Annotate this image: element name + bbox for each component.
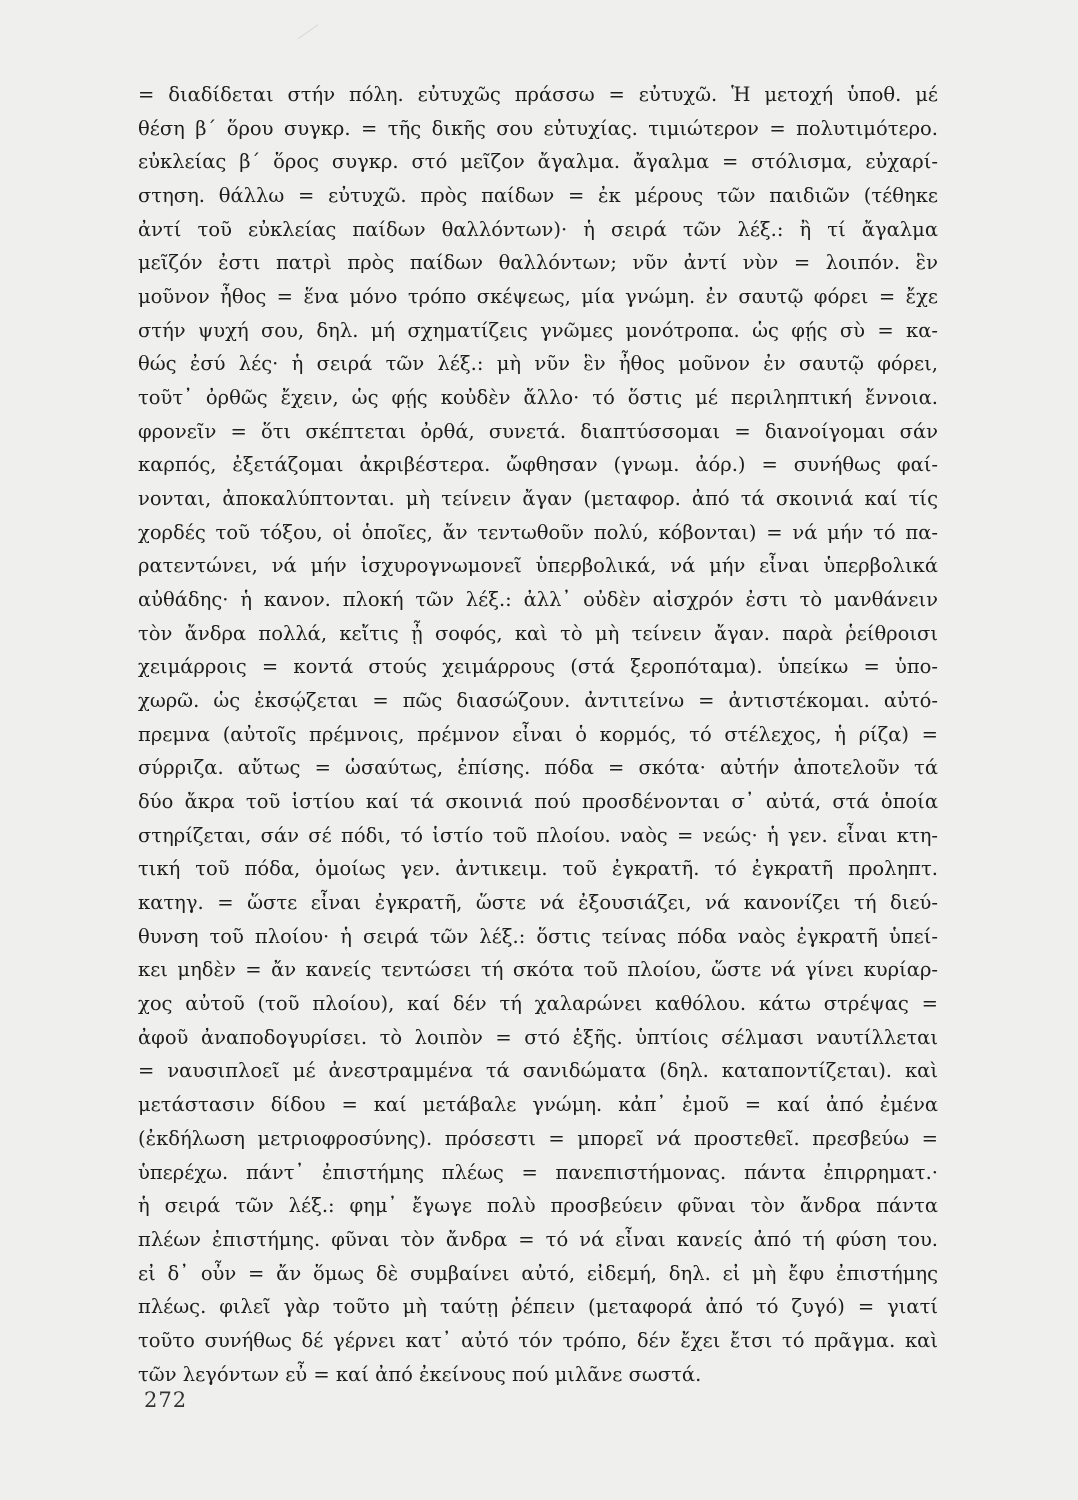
text-line: τική τοῦ πόδα, ὁμοίως γεν. ἀντικειμ. τοῦ ἐγκρατῆ. τό ἐγκρατῆ προληπτ. (138, 857, 938, 881)
text-line: στηση. θάλλω = εὐτυχῶ. πρὸς παίδων = ἐκ μέρους τῶν παιδιῶν (τέθηκε (138, 184, 938, 208)
text-line: κει μηδὲν = ἄν κανείς τεντώσει τή σκότα τοῦ πλοίου, ὥστε νά γίνει κυρίαρ- (138, 958, 938, 982)
text-line: ἀφοῦ ἀναποδογυρίσει. τὸ λοιπὸν = στό ἑξῆς. ὑπτίοις σέλμασι ναυτίλλεται (138, 1025, 938, 1049)
text-line: μοῦνον ἦθος = ἕνα μόνο τρόπο σκέψεως, μία γνώμη. ἐν σαυτῷ φόρει = ἔχε (138, 285, 938, 309)
text-line: τῶν λεγόντων εὖ = καί ἀπό ἐκείνους πού μιλᾶνε σωστά. (138, 1362, 702, 1386)
text-line: ὑπερέχω. πάντ᾽ ἐπιστήμης πλέως = πανεπιστήμονας. πάντα ἐπιρρηματ.· (138, 1160, 938, 1184)
text-line: μετάστασιν δίδου = καί μετάβαλε γνώμη. κἀπ᾽ ἐμοῦ = καί ἀπό ἐμένα (138, 1093, 938, 1117)
text-line: σύρριζα. αὔτως = ὡσαύτως, ἐπίσης. πόδα = σκότα· αὐτήν ἀποτελοῦν τά (138, 756, 938, 780)
text-line: ἀντί τοῦ εὐκλείας παίδων θαλλόντων)· ἡ σειρά τῶν λέξ.: ἢ τί ἄγαλμα (138, 217, 938, 241)
text-line: θέση β΄ ὅρου συγκρ. = τῆς δικῆς σου εὐτυχίας. τιμιώτερον = πολυτιμότερο. (138, 116, 938, 140)
text-line: κατηγ. = ὥστε εἶναι ἐγκρατῆ, ὥστε νά ἐξουσιάζει, νά κανονίζει τή διεύ- (138, 891, 938, 915)
text-line: χειμάρροις = κοντά στούς χειμάρρους (στά ξεροπόταμα). ὑπείκω = ὑπο- (138, 655, 938, 679)
text-line: χορδές τοῦ τόξου, οἱ ὁποῖες, ἄν τεντωθοῦν πολύ, κόβονται) = νά μήν τό πα- (138, 520, 938, 544)
text-line: ἡ σειρά τῶν λέξ.: φημ᾽ ἔγωγε πολὺ προσβεύειν φῦναι τὸν ἄνδρα πάντα (138, 1194, 938, 1218)
text-line: θώς ἐσύ λές· ἡ σειρά τῶν λέξ.: μὴ νῦν ἓν ἦθος μοῦνον ἐν σαυτῷ φόρει, (138, 352, 938, 376)
text-line: μεῖζόν ἐστι πατρὶ πρὸς παίδων θαλλόντων; νῦν ἀντί νὺν = λοιπόν. ἓν (138, 251, 938, 275)
text-line: πρεμνα (αὐτοῖς πρέμνοις, πρέμνον εἶναι ὁ κορμός, τό στέλεχος, ἡ ρίζα) = (138, 722, 938, 746)
text-line: = διαδίδεται στήν πόλη. εὐτυχῶς πράσσω = εὐτυχῶ. Ἡ μετοχή ὑποθ. μέ (138, 83, 938, 106)
text-line: νονται, ἀποκαλύπτονται. μὴ τείνειν ἄγαν (μεταφορ. ἀπό τά σκοινιά καί τίς (138, 487, 938, 511)
text-line: στήν ψυχή σου, δηλ. μή σχηματίζεις γνῶμες μονότροπα. ὡς φῄς σὺ = κα- (138, 318, 938, 342)
text-line: πλέως. φιλεῖ γὰρ τοῦτο μὴ ταύτῃ ῥέπειν (μεταφορά ἀπό τό ζυγό) = γιατί (138, 1295, 938, 1319)
text-line: τὸν ἄνδρα πολλά, κεἴτις ᾖ σοφός, καὶ τὸ μὴ τείνειν ἄγαν. παρὰ ῥείθροισι (138, 621, 938, 645)
text-line: = ναυσιπλοεῖ μέ ἀνεστραμμένα τά σανιδώματα (δηλ. καταποντίζεται). καὶ (138, 1059, 938, 1083)
text-line: χος αὐτοῦ (τοῦ πλοίου), καί δέν τή χαλαρώνει καθόλου. κάτω στρέψας = (138, 992, 938, 1016)
text-line: καρπός, ἐξετάζομαι ἀκριβέστερα. ὤφθησαν (γνωμ. ἀόρ.) = συνήθως φαί- (138, 453, 938, 477)
text-line: τοῦτο συνήθως δέ γέρνει κατ᾽ αὐτό τόν τρόπο, δέν ἔχει ἔτσι τό πρᾶγμα. καὶ (138, 1328, 938, 1352)
text-line: εἰ δ᾽ οὖν = ἄν ὅμως δὲ συμβαίνει αὐτό, εἰδεμή, δηλ. εἰ μὴ ἔφυ ἐπιστήμης (138, 1261, 938, 1285)
text-line: αὐθάδης· ἡ κανον. πλοκή τῶν λέξ.: ἀλλ᾽ οὐδὲν αἰσχρόν ἐστι τὸ μανθάνειν (138, 588, 938, 612)
text-line: φρονεῖν = ὅτι σκέπτεται ὀρθά, συνετά. διαπτύσσομαι = διανοίγομαι σάν (138, 419, 938, 443)
pencil-mark (298, 24, 326, 50)
text-line: πλέων ἐπιστήμης. φῦναι τὸν ἄνδρα = τό νά εἶναι κανείς ἀπό τή φύση του. (138, 1227, 938, 1251)
text-line: ρατεντώνει, νά μήν ἰσχυρογνωμονεῖ ὑπερβολικά, νά μήν εἶναι ὑπερβολικά (138, 554, 938, 578)
page-number: 272 (144, 1388, 188, 1412)
text-line: χωρῶ. ὡς ἐκσῴζεται = πῶς διασώζουν. ἀντιτείνω = ἀντιστέκομαι. αὐτό- (138, 689, 938, 713)
commentary-text (138, 78, 938, 1391)
text-line: θυνση τοῦ πλοίου· ἡ σειρά τῶν λέξ.: ὅστις τείνας πόδα ναὸς ἐγκρατῆ ὑπεί- (138, 924, 938, 948)
text-line: δύο ἄκρα τοῦ ἱστίου καί τά σκοινιά πού προσδένονται σ᾽ αὐτά, στά ὁποία (138, 790, 938, 814)
text-line: εὐκλείας β΄ ὅρος συγκρ. στό μεῖζον ἄγαλμα. ἄγαλμα = στόλισμα, εὐχαρί- (138, 150, 938, 174)
text-line: (ἐκδήλωση μετριοφροσύνης). πρόσεστι = μπορεῖ νά προστεθεῖ. πρεσβεύω = (138, 1126, 938, 1150)
text-line: τοῦτ᾽ ὀρθῶς ἔχειν, ὡς φῄς κοὐδὲν ἄλλο· τό ὅστις μέ περιληπτική ἔννοια. (138, 386, 938, 410)
text-line: στηρίζεται, σάν σέ πόδι, τό ἱστίο τοῦ πλοίου. ναὸς = νεώς· ἡ γεν. εἶναι κτη- (138, 823, 938, 847)
